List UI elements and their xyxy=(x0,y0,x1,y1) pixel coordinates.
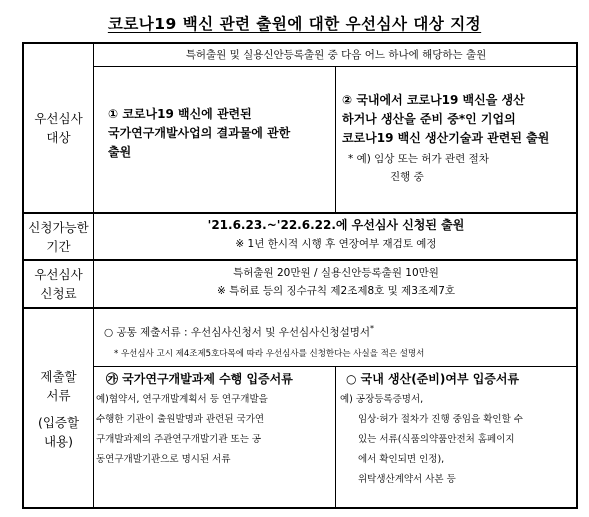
option-2-line: 하거나 생산을 준비 중*인 기업의 xyxy=(342,112,516,126)
target-option-1 xyxy=(108,105,332,162)
target-option-2 xyxy=(342,91,578,148)
common-docs-text: ○ 공통 제출서류 : 우선심사신청서 및 우선심사신청설명서 xyxy=(104,326,371,339)
docs-left xyxy=(96,370,332,470)
fee-note: ※ 특허료 등의 징수규칙 제2조제8호 및 제3조제7호 xyxy=(216,285,456,297)
target-header: 특허출원 및 실용신안등록출원 중 다음 어느 하나에 해당하는 출원 xyxy=(185,49,487,61)
docs-left-title: ㉮ 국가연구개발과제 수행 입증서류 xyxy=(106,372,293,386)
document-title: 코로나19 백신 관련 출원에 대한 우선심사 대상 지정 xyxy=(107,15,482,33)
fee-content xyxy=(94,264,578,300)
docs-right xyxy=(340,370,576,490)
docs-label-line: 제출할 xyxy=(40,369,77,384)
option-2-line: 코로나19 백신 생산기술과 관련된 출원 xyxy=(342,131,550,145)
docs-common xyxy=(104,320,576,361)
target-split-divider xyxy=(335,66,336,212)
common-docs-mark: * xyxy=(370,324,375,333)
fee-label xyxy=(24,261,93,307)
fee-label-line: 우선심사 xyxy=(34,267,83,282)
fee-amounts: 특허출원 20만원 / 실용신안등록출원 10만원 xyxy=(233,267,439,279)
fee-label-line: 신청료 xyxy=(40,286,77,301)
option-1-line: 출원 xyxy=(108,145,132,159)
docs-right-line: 에서 확인되면 인정), xyxy=(358,454,445,465)
docs-right-line: 위탁생산계약서 사본 등 xyxy=(358,474,456,485)
option-2-note-line: * 예) 임상 또는 허가 관련 절차 xyxy=(348,153,489,165)
priority-exam-table xyxy=(22,42,578,509)
docs-label xyxy=(24,309,93,509)
docs-left-line: 수행한 기관이 출원발명과 관련된 국가연 xyxy=(96,414,265,425)
docs-label-line: 서류 xyxy=(46,388,71,403)
period-dates: '21.6.23.~'22.6.22.에 우선심사 신청된 출원 xyxy=(207,218,465,232)
option-1-line: ① 코로나19 백신에 관련된 xyxy=(108,107,252,121)
docs-left-line: 구개발과제의 주관연구개발기관 또는 공 xyxy=(96,434,262,445)
docs-right-line: 예) 공장등록증명서, xyxy=(340,394,424,405)
common-docs-note: * 우선심사 고시 제4조제5호다목에 따라 우선심사를 신청한다는 사실을 적은 설명서 xyxy=(114,348,425,359)
docs-split-divider xyxy=(335,366,336,507)
docs-label-line: (입증할 xyxy=(37,415,80,430)
docs-left-line: 예)협약서, 연구개발계획서 등 연구개발을 xyxy=(96,394,268,405)
period-note: ※ 1년 한시적 시행 후 연장여부 재검토 예정 xyxy=(235,238,437,250)
option-1-line: 국가연구개발사업의 결과물에 관한 xyxy=(108,126,291,140)
docs-right-line: 임상·허가 절차가 진행 중임을 확인할 수 xyxy=(358,414,523,425)
target-option-2-note xyxy=(348,150,576,186)
period-label-line: 신청가능한 xyxy=(28,219,89,235)
docs-right-line: 있는 서류(식품의약품안전처 홈페이지 xyxy=(358,434,515,445)
row-divider xyxy=(24,307,576,309)
period-label-line: 기간 xyxy=(46,238,71,254)
target-label-line: 대상 xyxy=(46,130,71,145)
docs-left-line: 동연구개발기관으로 명시된 서류 xyxy=(96,454,231,465)
target-label xyxy=(24,44,93,212)
row-divider xyxy=(24,212,576,214)
docs-right-title: ○ 국내 생산(준비)여부 입증서류 xyxy=(346,372,520,386)
option-2-note-line: 진행 중 xyxy=(390,171,424,183)
option-2-line: ② 국내에서 코로나19 백신을 생산 xyxy=(342,93,525,107)
period-label xyxy=(24,214,93,259)
period-content xyxy=(94,216,578,253)
row-divider xyxy=(24,259,576,261)
target-label-line: 우선심사 xyxy=(34,111,83,126)
docs-label-line: 내용) xyxy=(43,434,73,449)
